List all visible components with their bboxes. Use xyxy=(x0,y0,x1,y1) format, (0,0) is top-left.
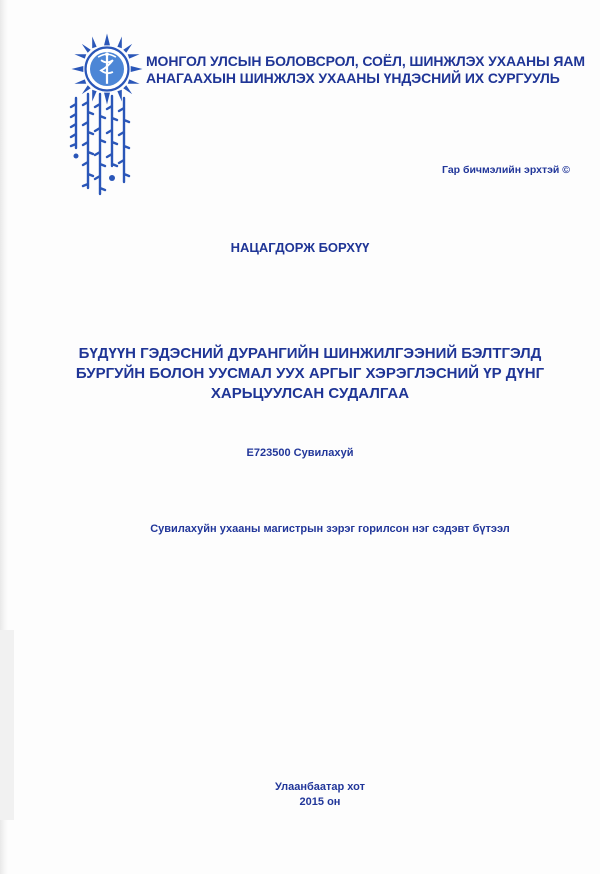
institution-header xyxy=(146,53,586,87)
thesis-title-line-2: БУРГУЙН БОЛОН УУСМАЛ УУХ АРГЫГ ХЭРЭГЛЭСНИЙ ҮР ДҮНГ xyxy=(75,365,545,382)
place-and-year xyxy=(0,780,600,810)
ministry-name: МОНГОЛ УЛСЫН БОЛОВСРОЛ, СОЁЛ, ШИНЖЛЭХ УХААНЫ ЯАМ xyxy=(146,53,585,69)
author-name: НАЦАГДОРЖ БОРХҮҮ xyxy=(230,240,370,255)
thesis-title-line-1: БҮДҮҮН ГЭДЭСНИЙ ДУРАНГИЙН ШИНЖИЛГЭЭНИЙ БЭЛТГЭЛД xyxy=(78,345,542,362)
thesis-title xyxy=(60,344,560,404)
city-name: Улаанбаатар хот xyxy=(274,781,365,793)
mongolian-script-title-icon xyxy=(64,90,144,200)
program-code: E723500 Сувилахуй xyxy=(246,447,354,459)
thesis-title-line-3: ХАРЬЦУУЛСАН СУДАЛГАА xyxy=(210,385,410,402)
degree-note: Сувилахуйн ухааны магистрын зэрэг горилсон нэг сэдэвт бүтээл xyxy=(150,523,510,535)
copyright-note: Гар бичмэлийн эрхтэй © xyxy=(442,164,570,176)
year-label: 2015 он xyxy=(299,796,341,808)
university-name: АНАГААХЫН ШИНЖЛЭХ УХААНЫ ҮНДЭСНИЙ ИХ СУРГУУЛЬ xyxy=(146,70,560,86)
